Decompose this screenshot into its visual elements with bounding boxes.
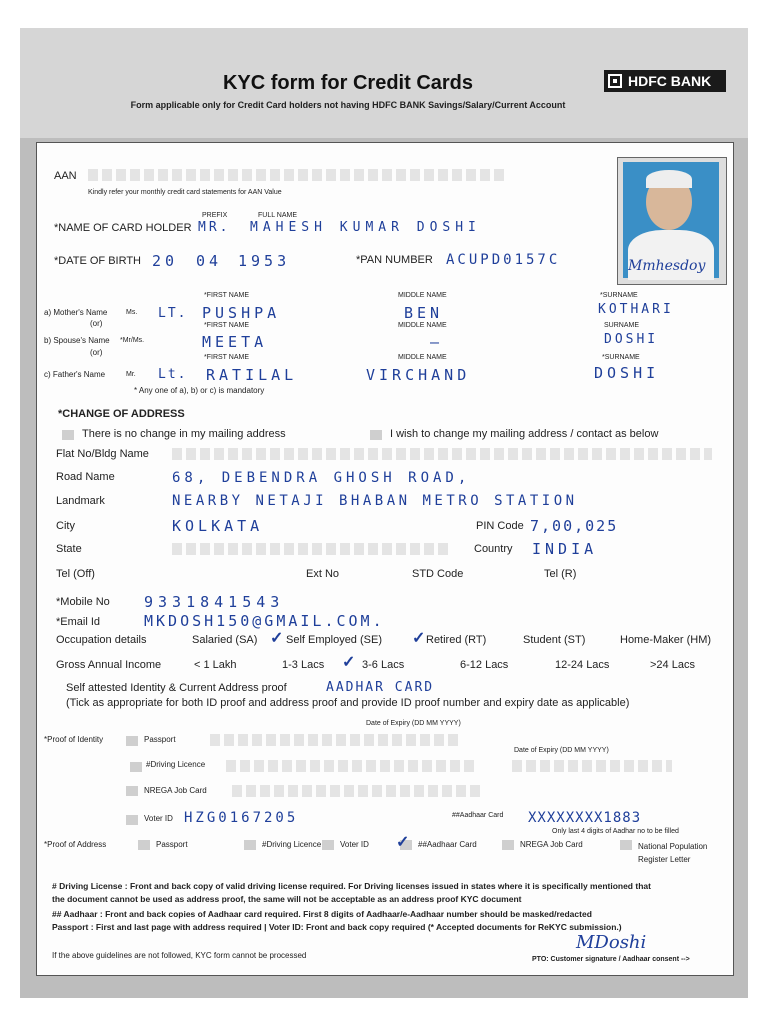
addr-voter-label: Voter ID — [340, 840, 369, 849]
aadhaar-note: Only last 4 digits of Aadhar no to be filled — [552, 828, 679, 835]
dob-day[interactable]: 20 — [152, 252, 179, 270]
mother-label: a) Mother's Name — [44, 308, 108, 317]
first-name-caption: *FIRST NAME — [204, 292, 249, 299]
road-label: Road Name — [56, 471, 115, 483]
change-address-checkbox[interactable] — [370, 430, 382, 440]
income-label: Gross Annual Income — [56, 659, 162, 671]
occupation-label: Occupation details — [56, 634, 147, 646]
footer-signature: MDoshi — [576, 932, 647, 953]
city-label: City — [56, 520, 75, 532]
full-name-caption: FULL NAME — [258, 212, 298, 219]
voter-id-value[interactable]: HZG0167205 — [184, 810, 299, 826]
spouse-label: b) Spouse's Name — [44, 336, 110, 345]
driving-label: #Driving Licence — [146, 760, 206, 769]
tel-r-label: Tel (R) — [544, 568, 577, 580]
mother-prefix: Ms. — [126, 309, 138, 316]
addr-passport-label: Passport — [156, 840, 188, 849]
father-title[interactable]: Lt. — [158, 367, 188, 382]
mother-middle-name[interactable]: BEN — [404, 304, 444, 322]
expiry-caption-2: Date of Expiry (DD MM YYYY) — [514, 747, 609, 754]
card-holder-name[interactable]: MAHESH KUMAR DOSHI — [250, 220, 481, 235]
hdfc-logo-text: HDFC BANK — [628, 73, 712, 89]
passport-checkbox[interactable] — [126, 736, 138, 746]
addr-driving-checkbox[interactable] — [244, 840, 256, 850]
income-lt-1[interactable]: < 1 Lakh — [194, 659, 237, 671]
change-address-label: I wish to change my mailing address / contact as below — [390, 428, 659, 440]
nrega-checkbox[interactable] — [126, 786, 138, 796]
change-of-address-heading: *CHANGE OF ADDRESS — [58, 408, 185, 420]
email-value[interactable]: MKDOSH150@GMAIL.COM. — [144, 612, 385, 630]
dob-year[interactable]: 1953 — [238, 252, 291, 270]
occupation-student[interactable]: Student (ST) — [523, 634, 586, 646]
note-line-1: # Driving License : Front and back copy of valid driving license required. For Driving licenses issued in states where it is specifically mentioned that — [52, 881, 651, 891]
no-change-label: There is no change in my mailing address — [82, 428, 286, 440]
surname-caption: *SURNAME — [600, 292, 638, 299]
addr-driving-label: #Driving Licence — [262, 840, 322, 849]
nrega-label: NREGA Job Card — [144, 786, 207, 795]
prefix-value[interactable]: MR. — [198, 220, 231, 235]
dob-month[interactable]: 04 — [196, 252, 223, 270]
voter-id-checkbox[interactable] — [126, 815, 138, 825]
addr-aadhaar-label: ##Aadhaar Card — [418, 840, 477, 849]
std-label: STD Code — [412, 568, 464, 580]
card-holder-label: *NAME OF CARD HOLDER — [54, 222, 192, 234]
form-title: KYC form for Credit Cards — [222, 72, 474, 94]
photo-signature: Mmhesdoy — [628, 258, 706, 274]
income-12-24[interactable]: 12-24 Lacs — [555, 659, 610, 671]
aan-input[interactable] — [88, 169, 508, 181]
addr-voter-checkbox[interactable] — [322, 840, 334, 850]
note-line-4: Passport : First and last page with address required | Voter ID: Front and back copy required (* Accepted documents for ReKYC submission.) — [52, 922, 622, 932]
state-input[interactable] — [172, 543, 452, 555]
spouse-prefix: *Mr/Ms. — [120, 337, 145, 344]
passport-label: Passport — [144, 735, 176, 744]
tel-off-label: Tel (Off) — [56, 568, 95, 580]
country-value[interactable]: INDIA — [532, 540, 598, 558]
income-gt-24[interactable]: >24 Lacs — [650, 659, 695, 671]
first-name-caption-2: *FIRST NAME — [204, 322, 249, 329]
or-2: (or) — [90, 348, 103, 357]
expiry-caption-1: Date of Expiry (DD MM YYYY) — [366, 720, 461, 727]
dob-label: *DATE OF BIRTH — [54, 255, 141, 267]
surname-caption-2: SURNAME — [604, 322, 640, 329]
or-1: (or) — [90, 319, 103, 328]
mobile-label: *Mobile No — [56, 596, 110, 608]
aan-label: AAN — [54, 170, 77, 182]
landmark-label: Landmark — [56, 495, 105, 507]
pan-value[interactable]: ACUPD0157C — [446, 252, 561, 268]
note-line-3: ## Aadhaar : Front and back copies of Aadhaar card required. First 8 digits of Aadhaar/e-Aadhaar number should be masked/redacted — [52, 909, 592, 919]
retired-tick-icon: ✓ — [412, 630, 426, 647]
driving-number-input[interactable] — [226, 760, 476, 772]
passport-number-input[interactable] — [210, 734, 460, 746]
email-label: *Email Id — [56, 616, 101, 628]
father-surname[interactable]: DOSHI — [594, 364, 660, 382]
occupation-retired[interactable]: Retired (RT) — [426, 634, 487, 646]
occupation-self-employed[interactable]: Self Employed (SE) — [286, 634, 382, 646]
income-tick-icon: ✓ — [342, 654, 356, 671]
father-middle-name[interactable]: VIRCHAND — [366, 366, 471, 384]
mobile-value[interactable]: 9331841543 — [144, 593, 285, 611]
driving-checkbox[interactable] — [130, 762, 142, 772]
pan-label: *PAN NUMBER — [356, 254, 433, 266]
voter-id-label: Voter ID — [144, 814, 173, 823]
income-3-6[interactable]: 3-6 Lacs — [362, 659, 405, 671]
income-1-3[interactable]: 1-3 Lacs — [282, 659, 325, 671]
aadhaar-tick-icon: ✓ — [396, 834, 410, 851]
mother-first-name[interactable]: PUSHPA — [202, 304, 281, 322]
hdfc-logo-icon — [608, 74, 622, 88]
footer-note: If the above guidelines are not followed, KYC form cannot be processed — [52, 951, 307, 960]
father-label: c) Father's Name — [44, 370, 106, 379]
proof-heading-value[interactable]: AADHAR CARD — [326, 680, 435, 695]
father-first-name[interactable]: RATILAL — [206, 366, 298, 384]
flat-label: Flat No/Bldg Name — [56, 448, 149, 460]
income-6-12[interactable]: 6-12 Lacs — [460, 659, 509, 671]
pin-label: PIN Code — [476, 520, 524, 532]
hdfc-logo — [604, 70, 726, 92]
note-line-2: the document cannot be used as address proof, the same will not be acceptable as an address proof KYC document — [52, 894, 522, 904]
prefix-caption: PREFIX — [202, 212, 228, 219]
road-value[interactable]: 68, DEBENDRA GHOSH ROAD, — [172, 470, 471, 486]
middle-name-caption-3: MIDDLE NAME — [398, 354, 447, 361]
occupation-salaried[interactable]: Salaried (SA) — [192, 634, 258, 646]
pto-label: PTO: Customer signature / Aadhaar consent --> — [532, 956, 690, 963]
driving-expiry-input[interactable] — [512, 760, 672, 772]
addr-npr-label: National Population Register Letter — [638, 842, 708, 864]
country-label: Country — [474, 543, 513, 555]
surname-caption-3: *SURNAME — [602, 354, 640, 361]
landmark-value[interactable]: NEARBY NETAJI BHABAN METRO STATION — [172, 493, 578, 509]
proof-of-identity-label: *Proof of Identity — [44, 735, 104, 744]
addr-nrega-checkbox[interactable] — [502, 840, 514, 850]
addr-nrega-label: NREGA Job Card — [520, 840, 583, 849]
city-value[interactable]: KOLKATA — [172, 517, 264, 535]
proof-of-address-label: *Proof of Address — [44, 840, 107, 849]
spouse-first-name[interactable]: MEETA — [202, 333, 268, 351]
addr-passport-checkbox[interactable] — [138, 840, 150, 850]
proof-instruction: (Tick as appropriate for both ID proof and address proof and provide ID proof number and expiry date as applicable) — [66, 697, 630, 709]
middle-name-caption-2: MIDDLE NAME — [398, 322, 447, 329]
nrega-number-input[interactable] — [232, 785, 482, 797]
pin-value[interactable]: 7,00,025 — [530, 517, 619, 535]
first-name-caption-3: *FIRST NAME — [204, 354, 249, 361]
ext-label: Ext No — [306, 568, 340, 580]
occupation-home-maker[interactable]: Home-Maker (HM) — [620, 634, 712, 646]
addr-npr-checkbox[interactable] — [620, 840, 632, 850]
self-employed-tick-icon: ✓ — [270, 630, 284, 647]
state-label: State — [56, 543, 82, 555]
form-subtitle: Form applicable only for Credit Card holders not having HDFC BANK Savings/Salary/Current Account — [130, 100, 566, 110]
mother-title[interactable]: LT. — [158, 306, 188, 321]
mandatory-note: * Any one of a), b) or c) is mandatory — [134, 386, 265, 395]
father-prefix: Mr. — [126, 371, 136, 378]
spouse-surname[interactable]: DOSHI — [604, 332, 659, 347]
aadhaar-id-label: ##Aadhaar Card — [452, 812, 504, 819]
middle-name-caption: MIDDLE NAME — [398, 292, 447, 299]
proof-heading: Self attested Identity & Current Address proof — [66, 682, 287, 694]
no-change-checkbox[interactable] — [62, 430, 74, 440]
spouse-middle-name[interactable]: — — [430, 333, 444, 351]
aan-note: Kindly refer your monthly credit card statements for AAN Value — [88, 189, 282, 196]
mother-surname[interactable]: KOTHARI — [598, 302, 674, 317]
flat-input[interactable] — [172, 448, 712, 460]
aadhaar-value[interactable]: XXXXXXXX1883 — [528, 810, 642, 826]
